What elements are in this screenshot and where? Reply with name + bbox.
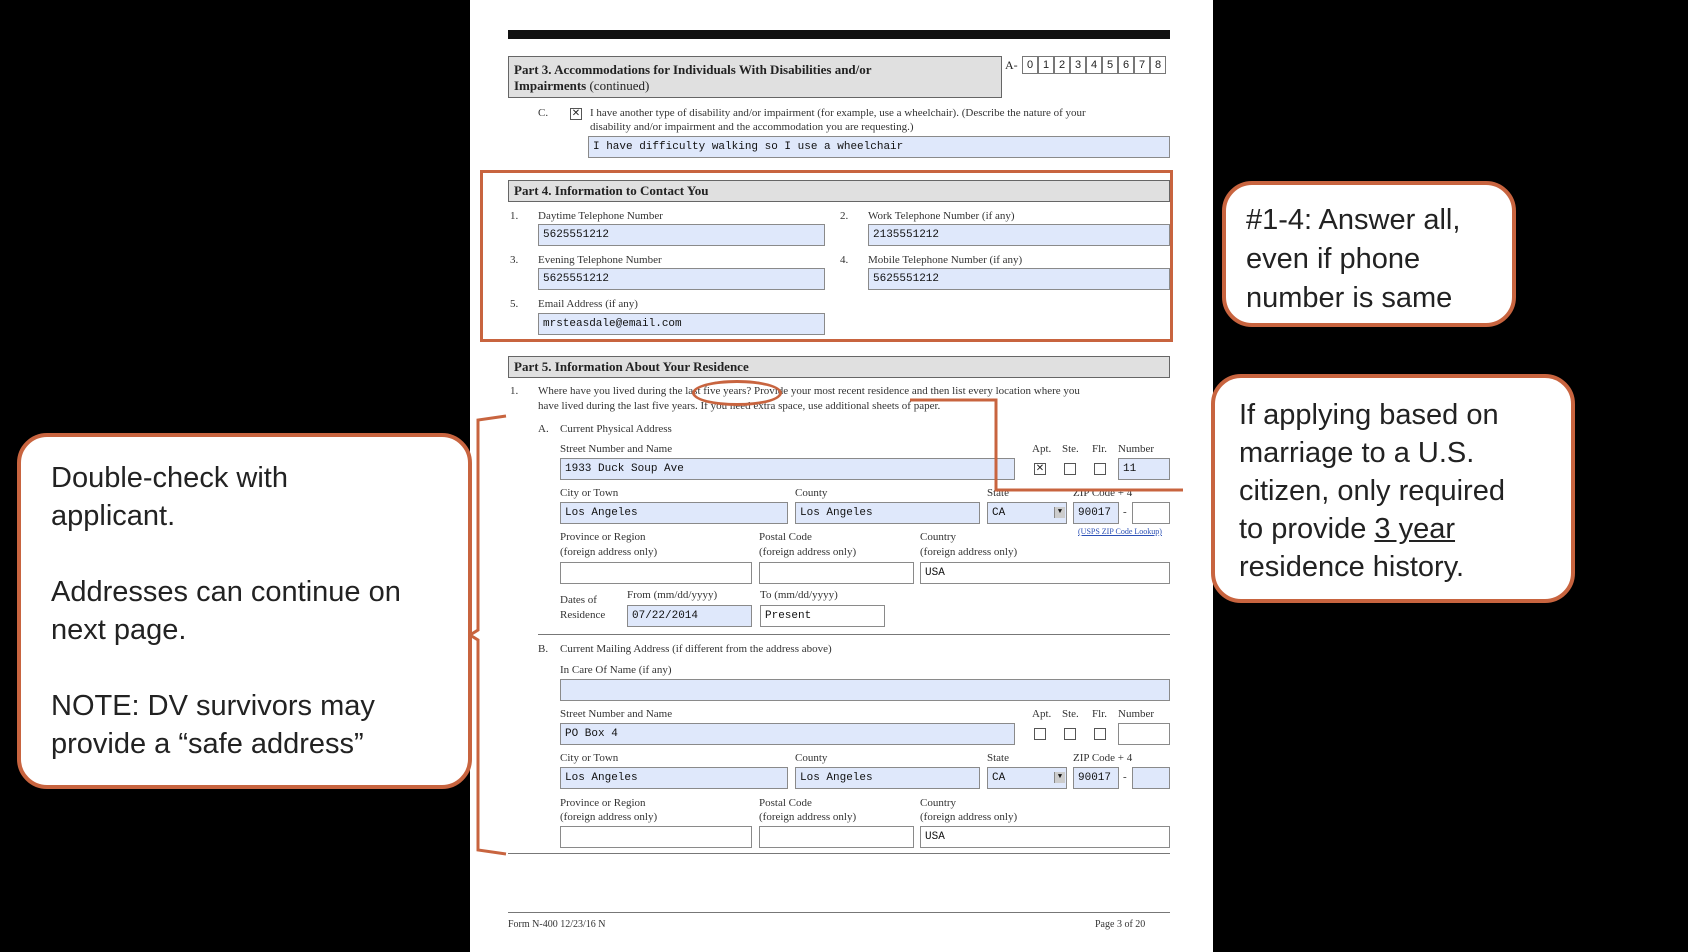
a-state-label: State — [987, 487, 1009, 499]
mobile-phone-field[interactable]: 5625551212 — [868, 268, 1170, 290]
section-b-title: Current Mailing Address (if different from the address above) — [560, 643, 832, 655]
part3-c-text-2: disability and/or impairment and the accommodation you are requesting.) — [590, 121, 914, 133]
evening-phone-field[interactable]: 5625551212 — [538, 268, 825, 290]
part4-q5-label: Email Address (if any) — [538, 298, 638, 310]
callout-left-p2a: Addresses can continue on — [51, 576, 401, 608]
b-postal-label-2: (foreign address only) — [759, 811, 857, 823]
a-city-field[interactable]: Los Angeles — [560, 502, 788, 524]
b-state-label: State — [987, 752, 1009, 764]
a-country-field[interactable]: USA — [920, 562, 1170, 584]
a-zip-label: ZIP Code + 4 — [1073, 487, 1133, 499]
b-county-field[interactable]: Los Angeles — [795, 767, 980, 789]
b-state-value: CA — [992, 772, 1006, 784]
callout-answer-all-l2: even if phone — [1246, 243, 1421, 275]
footer-rule — [508, 912, 1170, 913]
callout-double-check — [17, 433, 472, 789]
b-ste-label: Ste. — [1062, 708, 1079, 720]
part3-title-line2: Impairments — [514, 78, 587, 93]
a-zip4-field[interactable] — [1132, 502, 1170, 524]
callout-res-l4 — [1239, 510, 1547, 548]
last-five-years-circle — [692, 380, 782, 406]
b-apt-checkbox[interactable] — [1034, 728, 1046, 740]
top-bar — [508, 30, 1170, 39]
section-a-label: A. — [538, 423, 549, 435]
part3-title-cont: (continued) — [586, 78, 650, 93]
a-country-label-1: Country — [920, 531, 957, 543]
a-number-digit[interactable]: 8 — [1150, 56, 1166, 74]
b-apt-label: Apt. — [1032, 708, 1052, 720]
part4-q1-num: 1. — [510, 210, 519, 222]
callout-left-p1a: Double-check with — [51, 462, 288, 494]
part4-q3-label: Evening Telephone Number — [538, 254, 662, 266]
callout-left-p3a: NOTE: DV survivors may — [51, 690, 375, 722]
b-city-label: City or Town — [560, 752, 619, 764]
b-province-label-1: Province or Region — [560, 797, 646, 809]
part4-q3-num: 3. — [510, 254, 519, 266]
a-number-boxes — [1022, 56, 1166, 74]
b-zip-field[interactable]: 90017 — [1073, 767, 1119, 789]
a-flr-label: Flr. — [1092, 443, 1107, 455]
b-zip-label: ZIP Code + 4 — [1073, 752, 1133, 764]
a-city-label: City or Town — [560, 487, 619, 499]
callout-answer-all-l3: number is same — [1246, 282, 1453, 314]
dates-label-2: Residence — [560, 609, 606, 621]
form-page — [470, 0, 1213, 952]
a-province-label-1: Province or Region — [560, 531, 646, 543]
part3-c-field[interactable]: I have difficulty walking so I use a wheelchair — [588, 136, 1170, 158]
a-ste-label: Ste. — [1062, 443, 1079, 455]
callout-res-l5: residence history. — [1239, 551, 1465, 583]
b-number-field[interactable] — [1118, 723, 1170, 745]
callout-res-l1: If applying based on — [1239, 399, 1499, 431]
a-street-field[interactable]: 1933 Duck Soup Ave — [560, 458, 1015, 480]
part4-q4-label: Mobile Telephone Number (if any) — [868, 254, 1023, 266]
b-province-label-2: (foreign address only) — [560, 811, 658, 823]
a-number-digit[interactable]: 3 — [1070, 56, 1086, 74]
part5-bottom-rule — [508, 853, 1170, 854]
b-street-field[interactable]: PO Box 4 — [560, 723, 1015, 745]
a-number-digit[interactable]: 2 — [1054, 56, 1070, 74]
a-number-digit[interactable]: 4 — [1086, 56, 1102, 74]
part4-q1-label: Daytime Telephone Number — [538, 210, 663, 222]
a-number-digit[interactable]: 1 — [1038, 56, 1054, 74]
b-country-field[interactable]: USA — [920, 826, 1170, 848]
a-apt-label: Apt. — [1032, 443, 1052, 455]
work-phone-field[interactable]: 2135551212 — [868, 224, 1170, 246]
a-state-value: CA — [992, 507, 1006, 519]
from-date-field[interactable]: 07/22/2014 — [627, 605, 752, 627]
b-zip-dash: - — [1123, 771, 1127, 783]
a-county-label: County — [795, 487, 828, 499]
callout-res-l2: marriage to a U.S. — [1239, 437, 1475, 469]
b-postal-label-1: Postal Code — [759, 797, 812, 809]
dates-label-1: Dates of — [560, 594, 597, 606]
part3-c-text-1: I have another type of disability and/or impairment (for example, use a wheelchair). (Describe the nature of your — [590, 107, 1086, 119]
callout-answer-all — [1222, 181, 1516, 327]
a-province-label-2: (foreign address only) — [560, 546, 658, 558]
email-field[interactable]: mrsteasdale@email.com — [538, 313, 825, 335]
b-country-label-1: Country — [920, 797, 957, 809]
a-number-digit[interactable]: 6 — [1118, 56, 1134, 74]
callout-answer-all-l1: #1-4: Answer all, — [1246, 204, 1461, 236]
footer-left: Form N-400 12/23/16 N — [508, 919, 606, 930]
a-zip-dash: - — [1123, 506, 1127, 518]
b-incare-field[interactable] — [560, 679, 1170, 701]
chevron-down-icon[interactable]: ▼ — [1054, 507, 1065, 518]
part3-c-label: C. — [538, 107, 549, 119]
connector-line — [910, 398, 1185, 498]
a-number-digit[interactable]: 5 — [1102, 56, 1118, 74]
part5-q1-num: 1. — [510, 385, 519, 397]
b-state-select[interactable] — [987, 767, 1067, 789]
part4-q2-num: 2. — [840, 210, 849, 222]
a-postal-field[interactable] — [759, 562, 914, 584]
section-divider — [538, 634, 1170, 635]
callout-res-l4-pre: to provide — [1239, 513, 1375, 545]
callout-residence-history — [1211, 374, 1575, 603]
callout-res-l4-underline: 3 year — [1374, 513, 1456, 545]
to-date-field[interactable]: Present — [760, 605, 885, 627]
a-number-label: Number — [1118, 443, 1155, 455]
section-b-label: B. — [538, 643, 549, 655]
a-apt-checkbox[interactable]: ✕ — [1035, 463, 1045, 474]
b-county-label: County — [795, 752, 828, 764]
part3-header — [508, 56, 1002, 98]
a-street-label: Street Number and Name — [560, 443, 673, 455]
b-zip4-field[interactable] — [1132, 767, 1170, 789]
part4-q5-num: 5. — [510, 298, 519, 310]
usps-zip-lookup-link[interactable]: (USPS ZIP Code Lookup) — [1078, 527, 1162, 536]
from-label: From (mm/dd/yyyy) — [627, 589, 718, 601]
callout-left-p2b: next page. — [51, 614, 187, 646]
a-postal-label-2: (foreign address only) — [759, 546, 857, 558]
part3-title-line1: Part 3. Accommodations for Individuals With Disabilities and/or — [514, 62, 872, 77]
b-province-field[interactable] — [560, 826, 752, 848]
b-flr-label: Flr. — [1092, 708, 1107, 720]
b-incare-label: In Care Of Name (if any) — [560, 664, 672, 676]
part3-c-checkbox[interactable]: ✕ — [571, 108, 581, 119]
part5-header: Part 5. Information About Your Residence — [508, 356, 1170, 378]
part4-q4-num: 4. — [840, 254, 849, 266]
part5-q1-text-1: Where have you lived during the last five years? Provide your most recent residence and then list every location where you — [538, 385, 1080, 397]
footer-right: Page 3 of 20 — [1095, 919, 1146, 930]
part4-header: Part 4. Information to Contact You — [508, 180, 1170, 202]
section-a-title: Current Physical Address — [560, 423, 672, 435]
callout-left-p3b: provide a “safe address” — [51, 728, 364, 760]
a-zip-field[interactable]: 90017 — [1073, 502, 1119, 524]
b-country-label-2: (foreign address only) — [920, 811, 1018, 823]
chevron-down-icon[interactable]: ▼ — [1054, 772, 1065, 783]
callout-left-p1b: applicant. — [51, 500, 176, 532]
a-postal-label-1: Postal Code — [759, 531, 812, 543]
a-number-field[interactable]: 11 — [1118, 458, 1170, 480]
part4-q2-label: Work Telephone Number (if any) — [868, 210, 1015, 222]
a-country-label-2: (foreign address only) — [920, 546, 1018, 558]
left-bracket — [470, 410, 510, 860]
b-number-label: Number — [1118, 708, 1155, 720]
b-city-field[interactable]: Los Angeles — [560, 767, 788, 789]
daytime-phone-field[interactable]: 5625551212 — [538, 224, 825, 246]
to-label: To (mm/dd/yyyy) — [760, 589, 838, 601]
a-number-digit[interactable]: 7 — [1134, 56, 1150, 74]
part5-q1-text-2: have lived during the last five years. If you need extra space, use additional sheets of paper. — [538, 400, 941, 412]
b-flr-checkbox[interactable] — [1094, 728, 1106, 740]
a-state-select[interactable] — [987, 502, 1067, 524]
a-number-digit[interactable]: 0 — [1022, 56, 1038, 74]
b-postal-field[interactable] — [759, 826, 914, 848]
b-ste-checkbox[interactable] — [1064, 728, 1076, 740]
a-number-prefix: A- — [1005, 58, 1018, 72]
b-street-label: Street Number and Name — [560, 708, 673, 720]
a-province-field[interactable] — [560, 562, 752, 584]
callout-res-l3: citizen, only required — [1239, 475, 1505, 507]
a-county-field[interactable]: Los Angeles — [795, 502, 980, 524]
